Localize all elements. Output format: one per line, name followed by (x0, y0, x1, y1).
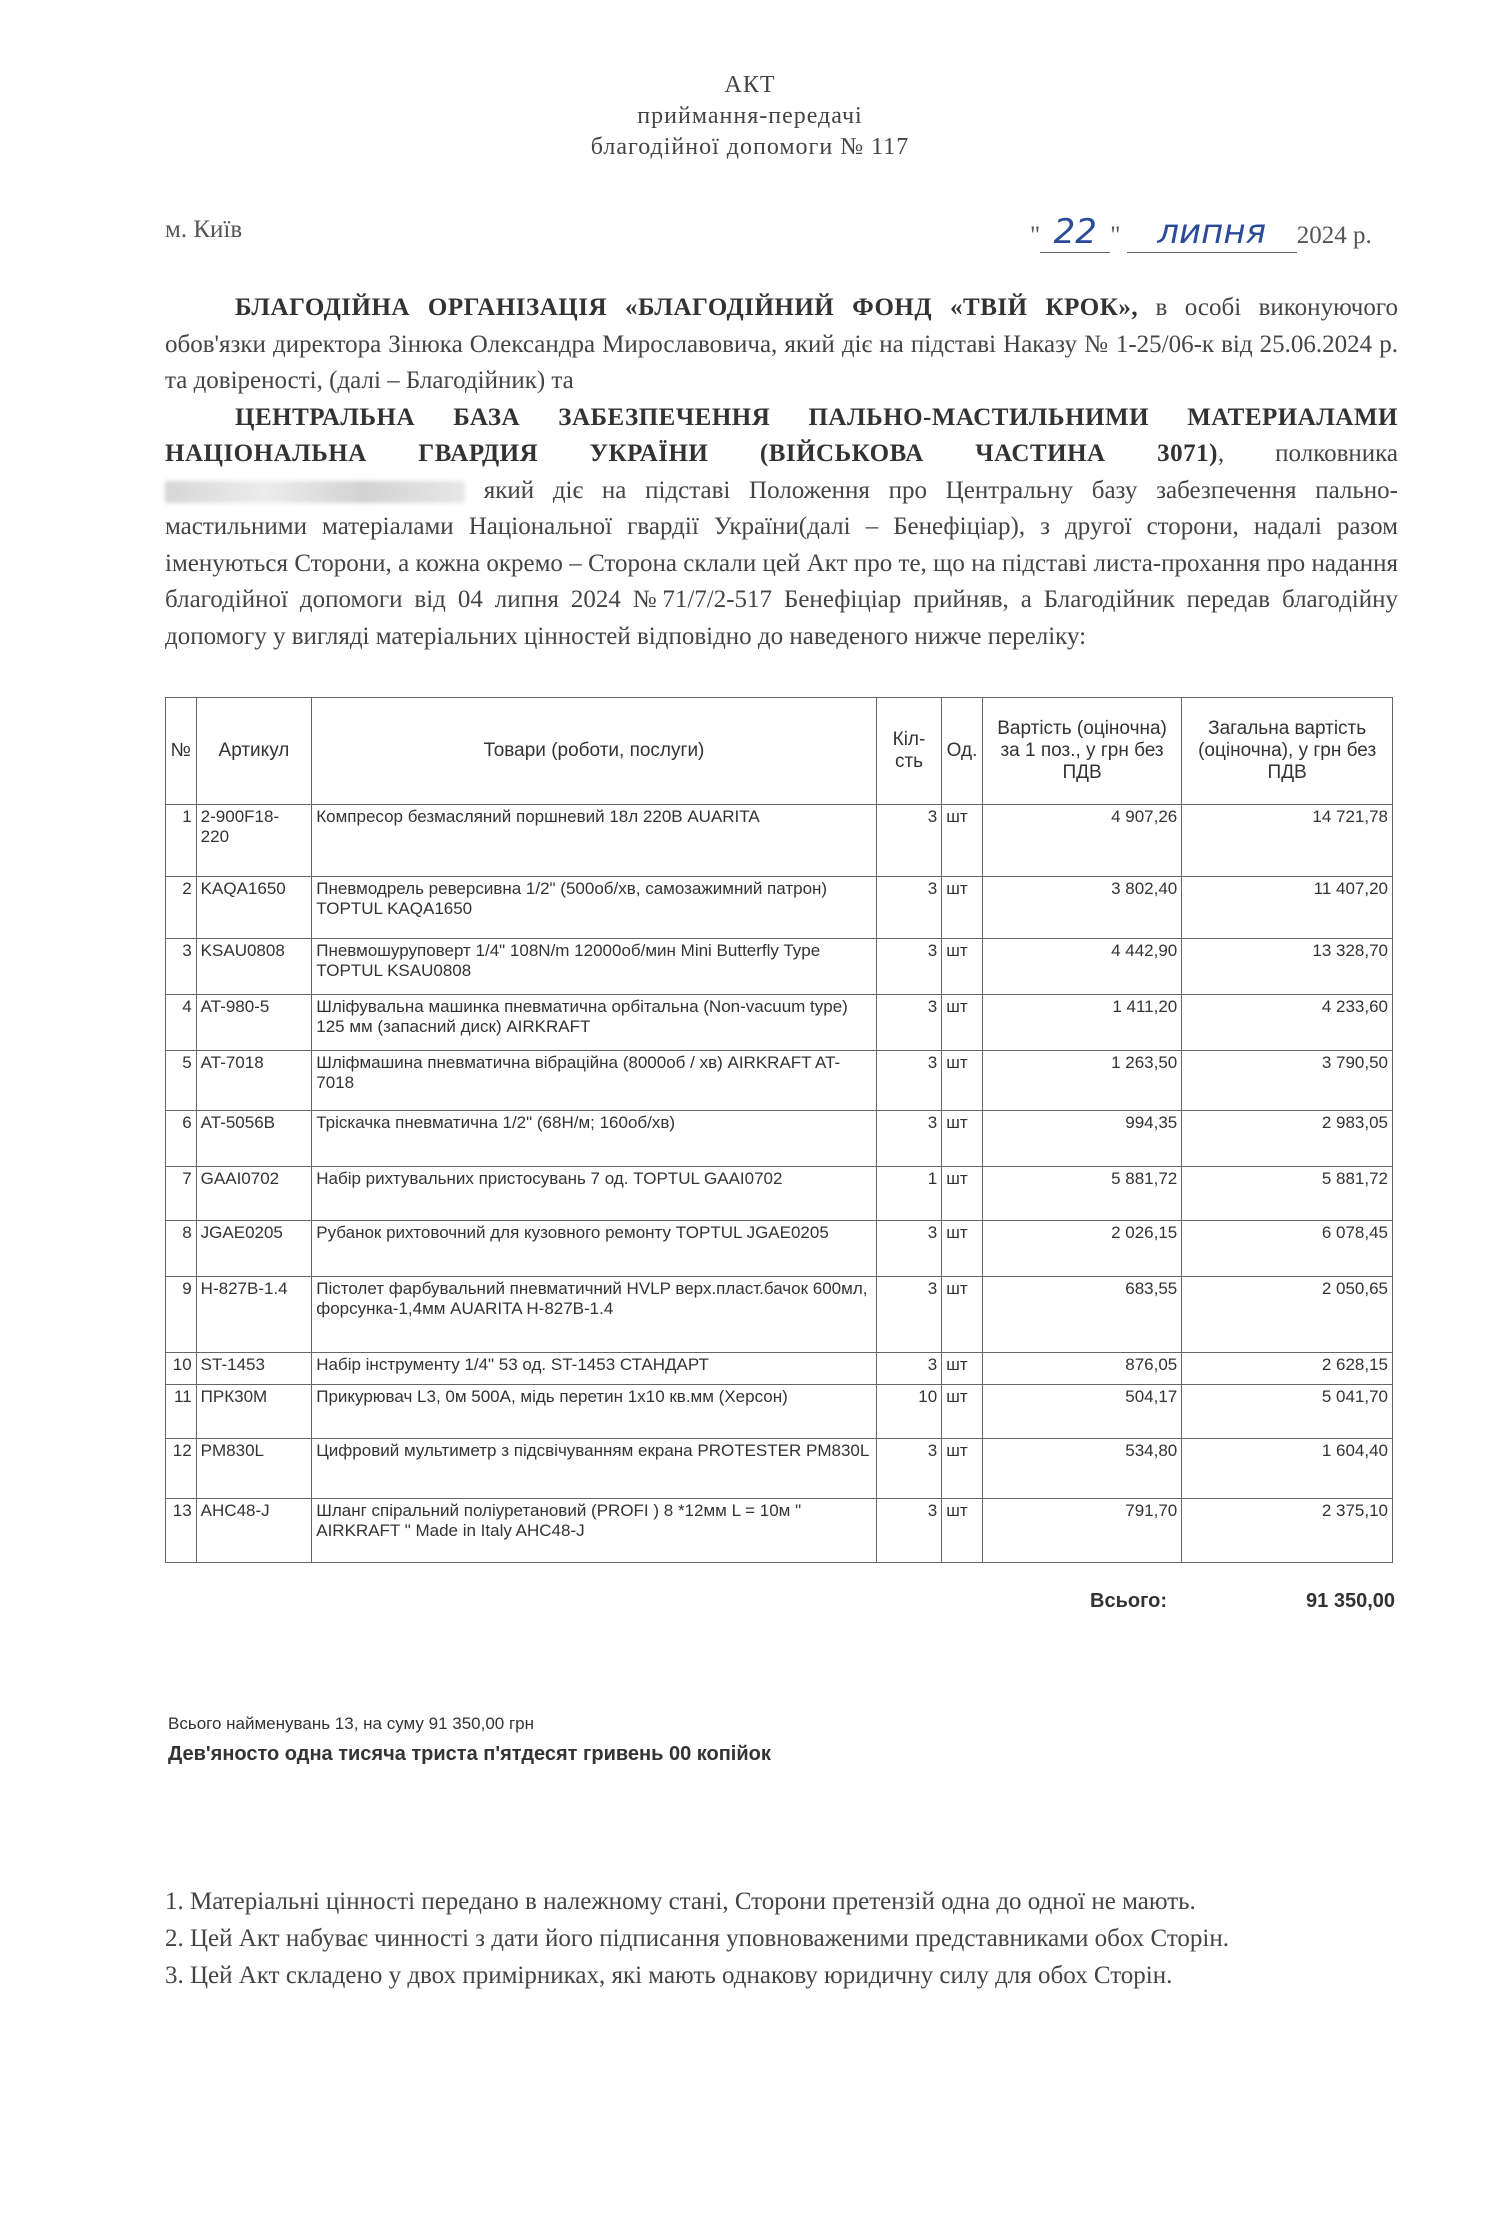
cell-number: 12 (166, 1439, 197, 1499)
cell-price: 5 881,72 (982, 1167, 1181, 1221)
cell-unit: шт (942, 1221, 983, 1277)
table-row (166, 1167, 1393, 1221)
cell-sku: GAAI0702 (196, 1167, 312, 1221)
cell-name: Пістолет фарбувальний пневматичний HVLP верх.пласт.бачок 600мл, форсунка-1,4мм AUARITA H-827B-1.4 (312, 1277, 877, 1353)
items-table (165, 697, 1393, 1563)
cell-unit: шт (942, 995, 983, 1051)
cell-qty: 3 (876, 877, 941, 939)
donor-name: БЛАГОДІЙНА ОРГАНІЗАЦІЯ «БЛАГОДІЙНИЙ ФОНД «ТВІЙ КРОК», (235, 294, 1139, 321)
cell-sku: KSAU0808 (196, 939, 312, 995)
col-header-number: № (166, 698, 197, 805)
cell-unit: шт (942, 1167, 983, 1221)
cell-number: 7 (166, 1167, 197, 1221)
table-header-row (166, 698, 1393, 805)
grand-total (1090, 1590, 1395, 1613)
cell-unit: шт (942, 805, 983, 877)
cell-unit: шт (942, 1353, 983, 1385)
cell-price: 534,80 (982, 1439, 1181, 1499)
cell-number: 4 (166, 995, 197, 1051)
table-row (166, 1277, 1393, 1353)
cell-price: 4 442,90 (982, 939, 1181, 995)
beneficiary-text: який діє на підставі Положення про Центральну базу забезпечення пально-мастильними матеріалами Національної гвардії України(далі – Бенефіціар), з другої сторони, надалі разом іменуються Сторони, а кожна окремо – Сторона склали цей Акт про те, що на підставі листа-прохання про надання благодійної допомоги від 04 липня 2024 №71/7/2-517 Бенефіціар прийняв, а Благодійник передав благодійну допомогу у вигляді матеріальних цінностей відповідно до наведеного нижче переліку: (165, 476, 1398, 650)
cell-number: 8 (166, 1221, 197, 1277)
cell-qty: 3 (876, 1439, 941, 1499)
cell-number: 3 (166, 939, 197, 995)
col-header-name: Товари (роботи, послуги) (312, 698, 877, 805)
col-header-unit-price: Вартість (оціночна) за 1 поз., у грн без ПДВ (982, 698, 1181, 805)
clause-3: 3. Цей Акт складено у двох примірниках, які мають однакову юридичну силу для обох Сторін. (165, 1962, 1173, 1989)
cell-qty: 3 (876, 939, 941, 995)
cell-name: Цифровий мультиметр з підсвічуванням екрана PROTESTER PM830L (312, 1439, 877, 1499)
act-title: АКТ (724, 72, 776, 98)
cell-sku: PM830L (196, 1439, 312, 1499)
table-row (166, 1111, 1393, 1167)
redacted-name (165, 481, 465, 503)
table-row (166, 939, 1393, 995)
cell-sku: ПРК30М (196, 1385, 312, 1439)
cell-sku: H-827B-1.4 (196, 1277, 312, 1353)
cell-total: 6 078,45 (1182, 1221, 1393, 1277)
city: м. Київ (165, 216, 243, 243)
cell-price: 876,05 (982, 1353, 1181, 1385)
cell-number: 2 (166, 877, 197, 939)
cell-total: 2 375,10 (1182, 1499, 1393, 1563)
cell-total: 5 881,72 (1182, 1167, 1393, 1221)
cell-number: 1 (166, 805, 197, 877)
cell-unit: шт (942, 1277, 983, 1353)
items-summary: Всього найменувань 13, на суму 91 350,00 грн (168, 1714, 535, 1733)
cell-name: Прикурювач L3, 0м 500А, мідь перетин 1х10 кв.мм (Херсон) (312, 1385, 877, 1439)
cell-unit: шт (942, 877, 983, 939)
cell-name: Шліфмашина пневматична вібраційна (8000об / хв) AIRKRAFT AT-7018 (312, 1051, 877, 1111)
clause-2: 2. Цей Акт набуває чинності з дати його підписання уповноваженими представниками обох Сторін. (165, 1925, 1229, 1952)
table-row (166, 877, 1393, 939)
cell-total: 5 041,70 (1182, 1385, 1393, 1439)
clause-1: 1. Матеріальні цінності передано в належному стані, Сторони претензій одна до одної не мають. (165, 1888, 1196, 1915)
cell-qty: 3 (876, 995, 941, 1051)
cell-sku: AT-7018 (196, 1051, 312, 1111)
cell-total: 13 328,70 (1182, 939, 1393, 995)
cell-price: 504,17 (982, 1385, 1181, 1439)
cell-number: 13 (166, 1499, 197, 1563)
cell-name: Рубанок рихтовочний для кузовного ремонту TOPTUL JGAE0205 (312, 1221, 877, 1277)
date-year: 2024 р. (1296, 222, 1372, 249)
table-row (166, 1439, 1393, 1499)
cell-number: 9 (166, 1277, 197, 1353)
cell-total: 11 407,20 (1182, 877, 1393, 939)
date-day-handwritten: 22 (1053, 212, 1097, 252)
cell-name: Шланг спіральний поліуретановий (PROFI ) 8 *12мм L = 10м " AIRKRAFT " Made in Italy AHC48-J (312, 1499, 877, 1563)
cell-price: 791,70 (982, 1499, 1181, 1563)
beneficiary-rank: , полковника (1217, 440, 1399, 467)
cell-qty: 3 (876, 1051, 941, 1111)
cell-unit: шт (942, 939, 983, 995)
total-value: 91 350,00 (1306, 1590, 1395, 1612)
cell-qty: 1 (876, 1167, 941, 1221)
act-subtitle-2: благодійної допомоги № 117 (590, 134, 910, 160)
cell-qty: 3 (876, 805, 941, 877)
cell-number: 6 (166, 1111, 197, 1167)
cell-price: 683,55 (982, 1277, 1181, 1353)
cell-sku: AT-980-5 (196, 995, 312, 1051)
table-row (166, 995, 1393, 1051)
cell-unit: шт (942, 1385, 983, 1439)
cell-qty: 3 (876, 1499, 941, 1563)
cell-name: Пневмошуруповерт 1/4" 108N/m 12000об/мин Mini Butterfly Type TOPTUL KSAU0808 (312, 939, 877, 995)
table-row (166, 1385, 1393, 1439)
cell-price: 4 907,26 (982, 805, 1181, 877)
cell-qty: 3 (876, 1221, 941, 1277)
cell-name: Набір рихтувальних пристосувань 7 од. TOPTUL GAAI0702 (312, 1167, 877, 1221)
table-row (166, 1051, 1393, 1111)
col-header-unit: Од. (942, 698, 983, 805)
beneficiary-name: ЦЕНТРАЛЬНА БАЗА ЗАБЕЗПЕЧЕННЯ ПАЛЬНО-МАСТИЛЬНИМИ МАТЕРИАЛАМИ НАЦІОНАЛЬНА ГВАРДИЯ УКРАЇНИ (ВІЙСЬКОВА ЧАСТИНА 3071) (165, 403, 1398, 467)
cell-qty: 3 (876, 1353, 941, 1385)
cell-price: 2 026,15 (982, 1221, 1181, 1277)
cell-price: 994,35 (982, 1111, 1181, 1167)
total-label: Всього: (1090, 1590, 1168, 1612)
cell-total: 3 790,50 (1182, 1051, 1393, 1111)
cell-name: Компресор безмасляний поршневий 18л 220В AUARITA (312, 805, 877, 877)
cell-number: 5 (166, 1051, 197, 1111)
cell-total: 14 721,78 (1182, 805, 1393, 877)
cell-qty: 3 (876, 1111, 941, 1167)
clauses (165, 1883, 1395, 1994)
cell-total: 2 628,15 (1182, 1353, 1393, 1385)
preamble (165, 290, 1398, 655)
act-date: " 22 " липня 2024 р. (1030, 212, 1372, 252)
donor-text: в особі виконуючого обов'язки директора Зінюка Олександра Мирославовича, який діє на підставі Наказу № 1-25/06-к від 25.06.2024 р. та довіреності, (далі – Благодійник) та (165, 294, 1398, 394)
cell-name: Пневмодрель реверсивна 1/2" (500об/хв, самозажимний патрон) TOPTUL KAQA1650 (312, 877, 877, 939)
cell-name: Набір інструменту 1/4" 53 од. ST-1453 СТАНДАРТ (312, 1353, 877, 1385)
table-row (166, 1221, 1393, 1277)
col-header-total: Загальна вартість (оціночна), у грн без ПДВ (1182, 698, 1393, 805)
cell-number: 10 (166, 1353, 197, 1385)
cell-total: 4 233,60 (1182, 995, 1393, 1051)
cell-name: Шліфувальна машинка пневматична орбітальна (Non-vacuum type) 125 мм (запасний диск) AIRKRAFT (312, 995, 877, 1051)
cell-name: Тріскачка пневматична 1/2" (68Н/м; 160об/хв) (312, 1111, 877, 1167)
cell-sku: AHC48-J (196, 1499, 312, 1563)
document-title (0, 70, 1500, 163)
act-subtitle-1: приймання-передачі (637, 103, 863, 129)
cell-qty: 3 (876, 1277, 941, 1353)
table-row (166, 805, 1393, 877)
cell-unit: шт (942, 1051, 983, 1111)
cell-sku: 2-900F18-220 (196, 805, 312, 877)
cell-sku: KAQA1650 (196, 877, 312, 939)
date-month-handwritten: липня (1157, 212, 1267, 252)
cell-total: 1 604,40 (1182, 1439, 1393, 1499)
table-row (166, 1353, 1393, 1385)
cell-qty: 10 (876, 1385, 941, 1439)
cell-sku: JGAE0205 (196, 1221, 312, 1277)
cell-total: 2 983,05 (1182, 1111, 1393, 1167)
cell-unit: шт (942, 1439, 983, 1499)
cell-number: 11 (166, 1385, 197, 1439)
cell-unit: шт (942, 1111, 983, 1167)
cell-sku: AT-5056B (196, 1111, 312, 1167)
col-header-qty: Кіл-сть (876, 698, 941, 805)
cell-price: 3 802,40 (982, 877, 1181, 939)
amount-in-words: Дев'яносто одна тисяча триста п'ятдесят гривень 00 копійок (168, 1743, 771, 1765)
col-header-sku: Артикул (196, 698, 312, 805)
table-row (166, 1499, 1393, 1563)
cell-price: 1 263,50 (982, 1051, 1181, 1111)
cell-unit: шт (942, 1499, 983, 1563)
cell-price: 1 411,20 (982, 995, 1181, 1051)
cell-sku: ST-1453 (196, 1353, 312, 1385)
cell-total: 2 050,65 (1182, 1277, 1393, 1353)
